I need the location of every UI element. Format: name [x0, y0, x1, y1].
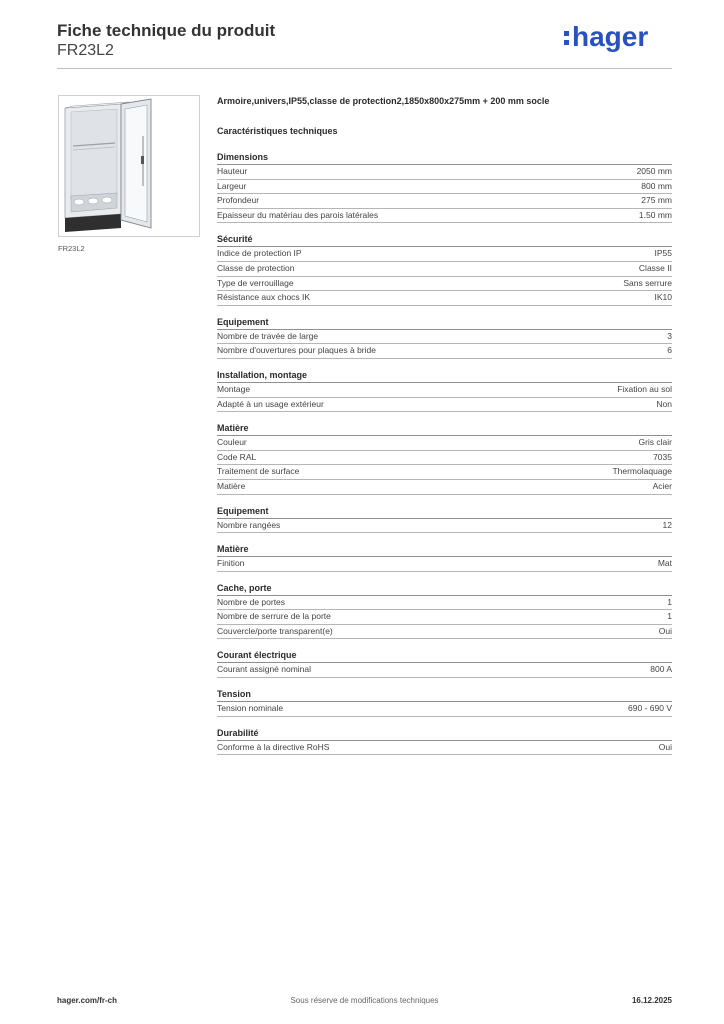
spec-section — [217, 316, 672, 359]
spec-row — [217, 330, 672, 345]
spec-value: IP55 — [654, 248, 672, 259]
spec-label: Nombre d'ouvertures pour plaques à bride — [217, 345, 376, 356]
spec-row — [217, 194, 672, 209]
spec-value: Thermolaquage — [612, 466, 672, 477]
spec-value: 800 mm — [641, 180, 672, 191]
spec-label: Matière — [217, 480, 246, 491]
spec-label: Couvercle/porte transparent(e) — [217, 625, 333, 636]
spec-row — [217, 596, 672, 611]
spec-value: 6 — [667, 345, 672, 356]
spec-section — [217, 505, 672, 534]
spec-value: 2050 mm — [636, 166, 672, 176]
spec-row — [217, 702, 672, 717]
spec-label: Adapté à un usage extérieur — [217, 398, 324, 409]
spec-label: Profondeur — [217, 195, 260, 206]
spec-row — [217, 480, 672, 495]
spec-row — [217, 519, 672, 534]
spec-label: Traitement de surface — [217, 466, 300, 477]
spec-value: 1 — [667, 596, 672, 607]
spec-content — [217, 95, 672, 765]
spec-value: Fixation au sol — [617, 383, 672, 394]
technical-characteristics-heading: Caractéristiques techniques — [217, 126, 338, 136]
spec-section — [217, 688, 672, 717]
spec-label: Code RAL — [217, 451, 257, 462]
section-title: Equipement — [217, 316, 672, 330]
image-caption: FR23L2 — [58, 244, 85, 253]
spec-row — [217, 741, 672, 756]
section-title: Matière — [217, 543, 672, 557]
spec-row — [217, 209, 672, 224]
spec-value: IK10 — [654, 292, 672, 303]
section-title: Tension — [217, 688, 672, 702]
section-title: Sécurité — [217, 233, 672, 247]
footer-date: 16.12.2025 — [631, 996, 672, 1005]
product-reference: FR23L2 — [57, 42, 114, 59]
spec-section — [217, 151, 672, 223]
spec-row — [217, 625, 672, 640]
spec-sections — [217, 151, 672, 755]
footer-website: hager.com/fr-ch — [57, 996, 118, 1005]
spec-label: Classe de protection — [217, 262, 295, 273]
spec-row — [217, 610, 672, 625]
spec-label: Tension nominale — [217, 703, 284, 714]
spec-row — [217, 398, 672, 413]
spec-section — [217, 369, 672, 412]
spec-label: Nombre de portes — [217, 596, 286, 607]
spec-value: Acier — [652, 480, 672, 491]
cabinet-illustration — [59, 96, 199, 236]
spec-section — [217, 422, 672, 494]
section-title: Durabilité — [217, 727, 672, 741]
product-image — [58, 95, 200, 237]
spec-value: 800 A — [650, 664, 672, 675]
spec-label: Largeur — [217, 180, 247, 191]
spec-value: 3 — [667, 330, 672, 341]
spec-row — [217, 165, 672, 180]
spec-label: Type de verrouillage — [217, 277, 294, 288]
spec-row — [217, 180, 672, 195]
section-title: Installation, montage — [217, 369, 672, 383]
spec-value: Mat — [657, 558, 672, 569]
spec-label: Résistance aux chocs IK — [217, 292, 311, 303]
spec-label: Courant assigné nominal — [217, 664, 312, 675]
spec-row — [217, 262, 672, 277]
svg-text:hager: hager — [572, 21, 649, 52]
spec-value: 12 — [662, 519, 672, 530]
page-footer — [57, 996, 672, 1010]
spec-label: Indice de protection IP — [217, 248, 302, 259]
section-title: Cache, porte — [217, 582, 672, 596]
section-title: Dimensions — [217, 151, 672, 165]
page-title: Fiche technique du produit — [57, 21, 276, 40]
spec-row — [217, 465, 672, 480]
section-title: Equipement — [217, 505, 672, 519]
spec-value: 690 - 690 V — [628, 703, 672, 714]
spec-label: Nombre de serrure de la porte — [217, 611, 331, 622]
spec-row — [217, 344, 672, 359]
spec-section — [217, 543, 672, 572]
spec-row — [217, 247, 672, 262]
spec-label: Conforme à la directive RoHS — [217, 741, 330, 752]
spec-row — [217, 277, 672, 292]
spec-label: Epaisseur du matériau des parois latérales — [217, 209, 379, 220]
spec-section — [217, 649, 672, 678]
spec-label: Nombre rangées — [217, 519, 281, 530]
spec-value: 1.50 mm — [638, 209, 672, 220]
spec-label: Nombre de travée de large — [217, 330, 319, 341]
header-divider — [57, 68, 672, 69]
spec-row — [217, 436, 672, 451]
spec-value: Oui — [658, 741, 672, 752]
spec-section — [217, 727, 672, 756]
spec-value: 275 mm — [641, 195, 672, 206]
section-title: Matière — [217, 422, 672, 436]
product-description: Armoire,univers,IP55,classe de protection2,1850x800x275mm + 200 mm socle — [217, 96, 550, 106]
spec-section — [217, 582, 672, 640]
hager-logo — [562, 19, 672, 55]
spec-label: Finition — [217, 558, 245, 569]
spec-value: Non — [656, 398, 672, 409]
spec-value: Oui — [658, 625, 672, 636]
spec-value: Gris clair — [638, 437, 672, 448]
spec-value: 7035 — [653, 451, 672, 462]
page-header — [57, 21, 672, 61]
spec-row — [217, 557, 672, 572]
section-title: Courant électrique — [217, 649, 672, 663]
spec-label: Montage — [217, 383, 251, 394]
spec-value: Sans serrure — [623, 277, 672, 288]
spec-row — [217, 383, 672, 398]
spec-section — [217, 233, 672, 305]
spec-label: Hauteur — [217, 166, 248, 176]
spec-row — [217, 451, 672, 466]
spec-row — [217, 663, 672, 678]
spec-value: 1 — [667, 611, 672, 622]
footer-note: Sous réserve de modifications techniques — [290, 996, 439, 1005]
spec-row — [217, 291, 672, 306]
spec-label: Couleur — [217, 437, 247, 448]
spec-value: Classe II — [638, 262, 672, 273]
